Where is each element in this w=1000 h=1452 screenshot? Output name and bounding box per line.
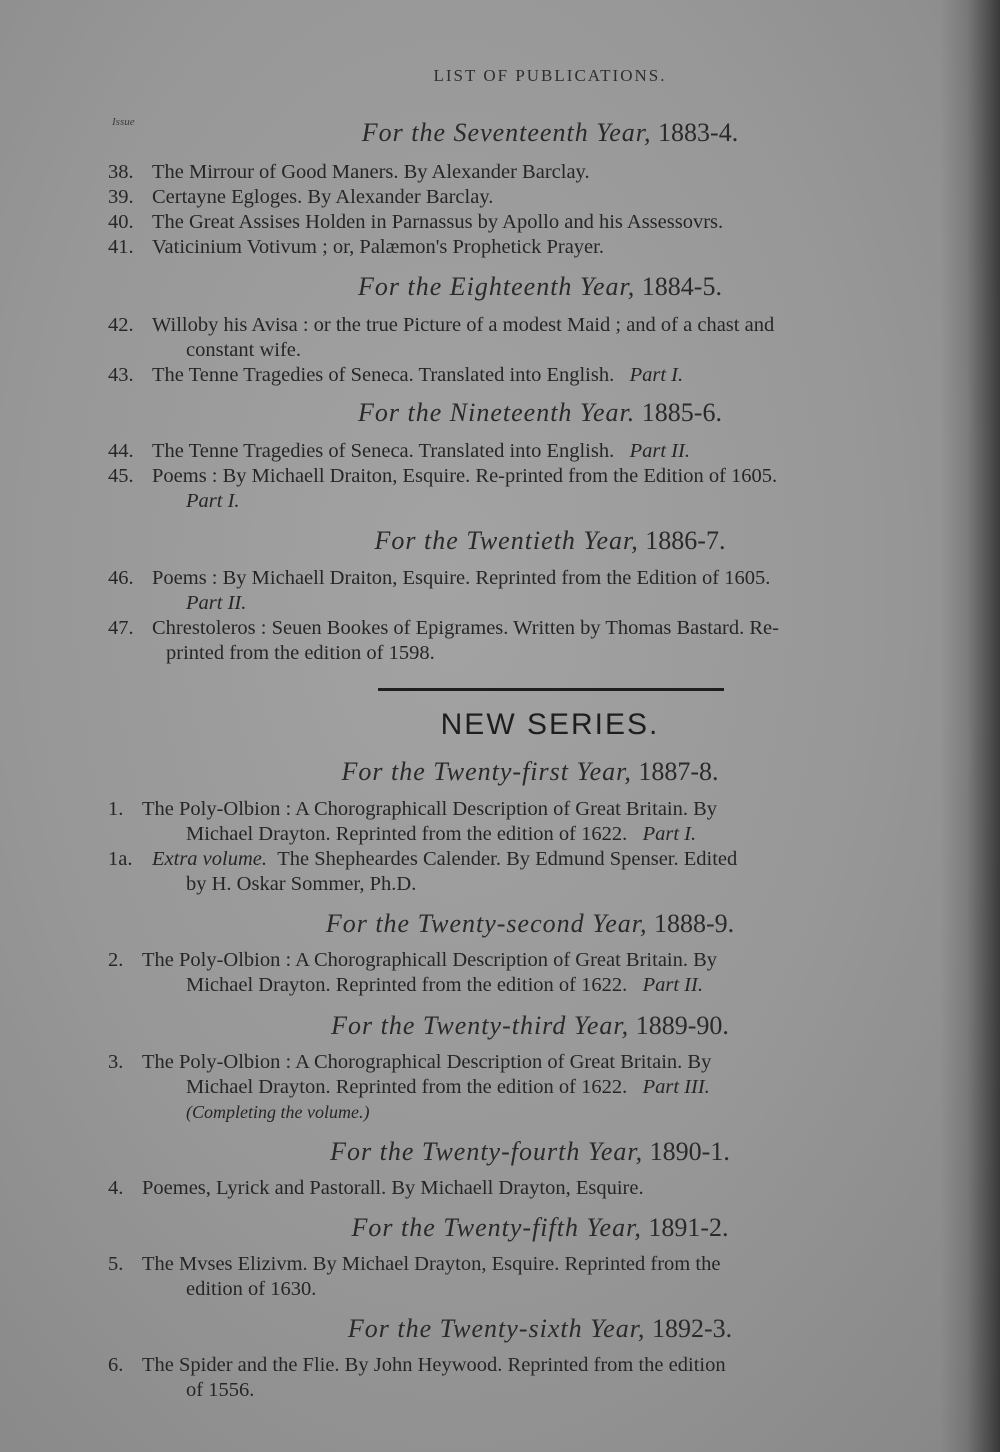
section-heading: For the Twentieth Year, 1886-7. [374,526,726,555]
list-item: 46. Poems : By Michaell Draiton, Esquire. Reprinted from the Edition of 1605. Part II. [108,567,771,614]
new-series-title: NEW SERIES. [440,708,660,741]
list-item: 40. The Great Assises Holden in Parnassus by Apollo and his Assessovrs. [108,211,724,233]
list-item: 41. Vaticinium Votivum ; or, Palæmon's Prophetick Prayer. [108,236,604,258]
section-heading: For the Nineteenth Year. 1885-6. [358,398,722,427]
running-head: LIST OF PUBLICATIONS. [433,66,667,85]
section-heading: For the Twenty-fourth Year, 1890-1. [330,1137,730,1166]
list-item: 1. The Poly-Olbion : A Chorographicall Description of Great Britain. By Michael Drayton. Reprinted from the edition of 1622. Part I. [108,798,718,845]
list-item: 6. The Spider and the Flie. By John Heywood. Reprinted from the edition of 1556. [108,1354,726,1401]
section-divider [378,688,724,691]
section-heading: For the Eighteenth Year, 1884-5. [358,272,722,301]
section-heading: For the Twenty-second Year, 1888-9. [325,909,735,938]
list-item: 43. The Tenne Tragedies of Seneca. Translated into English. Part I. [108,364,684,386]
section-heading: For the Seventeenth Year, 1883-4. [361,118,739,147]
section-heading: For the Twenty-first Year, 1887-8. [341,757,719,786]
list-item: 1a. Extra volume. The Shepheardes Calender. By Edmund Spenser. Edited by H. Oskar Sommer, Ph.D. [108,848,738,895]
issue-column-label: Issue [112,116,135,128]
list-item: 2. The Poly-Olbion : A Chorographicall Description of Great Britain. By Michael Drayton. Reprinted from the edition of 1622. Part II. [108,949,718,996]
section-heading: For the Twenty-sixth Year, 1892-3. [347,1314,733,1343]
list-item: 3. The Poly-Olbion : A Chorographical Description of Great Britain. By Michael Drayton. Reprinted from the edition of 1622. Part III. (Completing the volume.) [108,1051,712,1122]
list-item: 44. The Tenne Tragedies of Seneca. Translated into English. Part II. [108,440,690,462]
list-item: 5. The Mvses Elizivm. By Michael Drayton, Esquire. Reprinted from the edition of 1630. [108,1253,721,1300]
list-item: 4. Poemes, Lyrick and Pastorall. By Michaell Drayton, Esquire. [108,1177,644,1199]
list-item: 47. Chrestoleros : Seuen Bookes of Epigrames. Written by Thomas Bastard. Re- printed from the edition of 1598. [108,617,779,664]
section-heading: For the Twenty-third Year, 1889-90. [331,1011,729,1040]
section-heading: For the Twenty-fifth Year, 1891-2. [351,1213,729,1242]
list-item: 42. Willoby his Avisa : or the true Picture of a modest Maid ; and of a chast and constant wife. [108,314,775,361]
list-item: 39. Certayne Egloges. By Alexander Barclay. [108,186,494,208]
list-item: 38. The Mirrour of Good Maners. By Alexander Barclay. [108,161,590,183]
list-item: 45. Poems : By Michaell Draiton, Esquire. Re-printed from the Edition of 1605. Part I. [108,465,778,512]
